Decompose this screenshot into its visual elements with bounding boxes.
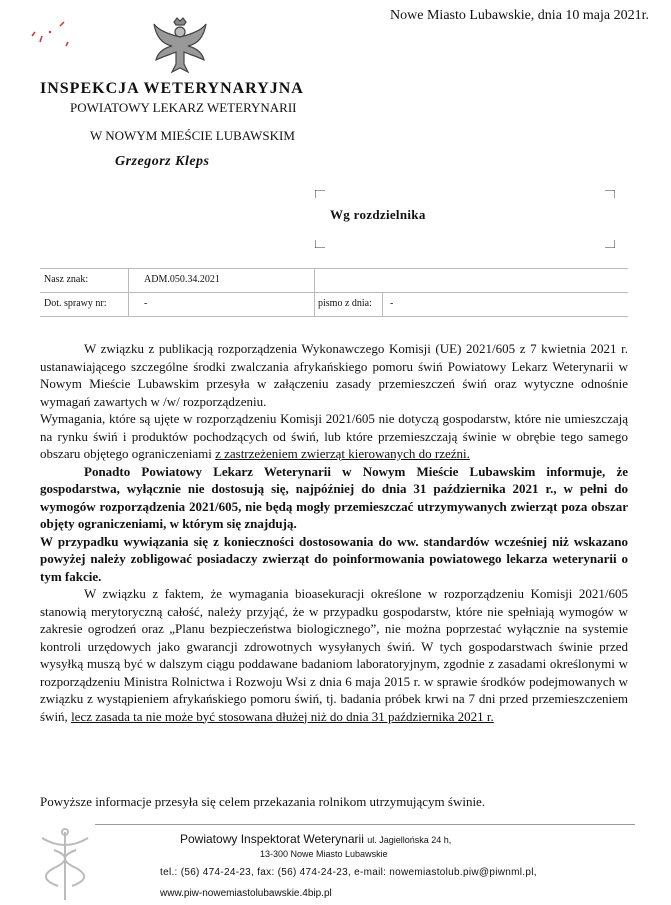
case-label: Dot. sprawy nr: bbox=[44, 298, 107, 309]
footer-office bbox=[180, 832, 451, 846]
paragraph-5-text: W związku z faktem, że wymagania bioasekuracji określone w rozporządzeniu Komisji 2021/605 stanowią merytoryczną całość, należy przyjąć, że w przypadku gospodarstw, które nie spełniają wymogów w zakresie ogrodzeń oraz „Planu bezpieczeństwa biologicznego”, nie można poprzestać wyłącznie na systemie kontroli urzędowych jako gwarancji zdrowotnych wysyłanych świń. W tych gospodarstwach świnie przed wysyłką muszą być w dalszym ciągu poddawane badaniom laboratoryjnym, zgodnie z zasadami określonymi w rozporządzeniu Ministra Rolnictwa i Rozwoju Wsi z dnia 6 maja 2015 r. w sprawie środków podejmowanych w związku z wystąpieniem afrykańskiego pomoru świń, tj. badania próbek krwi na 7 dni przed przemieszczeniem świń, bbox=[40, 586, 628, 724]
polish-eagle-icon bbox=[150, 16, 210, 78]
official-name: Grzegorz Kleps bbox=[115, 154, 210, 169]
footer-contacts: tel.: (56) 474-24-23, fax: (56) 474-24-23, e-mail: nowemiastolub.piw@piwnml.pl, bbox=[160, 867, 537, 878]
footer-divider bbox=[95, 824, 635, 825]
closing-sentence: Powyższe informacje przesyła się celem przekazania rolnikom utrzymującym świnie. bbox=[40, 794, 486, 809]
paragraph-5-underlined: lecz zasada ta nie może być stosowana dłużej niż do dnia 31 października 2021 r. bbox=[71, 708, 494, 724]
footer-city: 13-300 Nowe Miasto Lubawskie bbox=[260, 849, 388, 859]
document-date: Nowe Miasto Lubawskie, dnia 10 maja 2021r. bbox=[390, 8, 649, 23]
case-value: - bbox=[144, 298, 148, 309]
paragraph-1: W związku z publikacją rozporządzenia Wykonawczego Komisji (UE) 2021/605 z 7 kwietnia 2021 r. ustanawiającego szczególne środki zwalczania afrykańskiego pomoru świń Powiatowy Lekarz Weterynarii w Nowym Mieście Lubawskim przesyła w załączeniu zasady przemieszczeń świń oraz wytyczne odnośnie wymagań zawartych w /w/ rozporządzeniu. bbox=[40, 341, 628, 409]
footer-office-name: Powiatowy Inspektorat Weterynarii bbox=[180, 832, 364, 846]
paragraph-2 bbox=[40, 410, 628, 463]
institution-subtitle: POWIATOWY LEKARZ WETERYNARII bbox=[70, 100, 297, 115]
stamp-marks bbox=[20, 12, 90, 52]
letter-body bbox=[40, 340, 628, 725]
paragraph-4: W przypadku wywiązania się z konieczności dostosowania do ww. standardów wcześniej niż wskazano powyżej należy zobligować posiadaczy zwierząt do poinformowania powiatowego lekarza weterynarii o tym fakcie. bbox=[40, 533, 628, 584]
paragraph-5 bbox=[40, 585, 628, 725]
reference-row-case bbox=[40, 293, 628, 317]
paragraph-2-text: Wymagania, które są ujęte w rozporządzeniu Komisji 2021/605 nie dotyczą gospodarstw, które nie umieszczają na rynku świń i produktów pochodzących od świń, lub które przemieszczają świnie w obrębie tego samego obszaru objętego ograniczeniami bbox=[40, 411, 628, 461]
institution-location: W NOWYM MIEŚCIE LUBAWSKIM bbox=[90, 128, 295, 143]
letter-date-value: - bbox=[390, 298, 394, 309]
our-ref-label: Nasz znak: bbox=[44, 274, 89, 285]
our-ref-value: ADM.050.34.2021 bbox=[144, 274, 220, 285]
institution-name: INSPEKCJA WETERYNARYJNA bbox=[40, 80, 304, 97]
letter-date-label: pismo z dnia: bbox=[318, 298, 372, 309]
addressee: Wg rozdzielnika bbox=[330, 207, 426, 222]
caduceus-icon bbox=[28, 826, 103, 904]
footer-street: ul. Jagiellońska 24 h, bbox=[367, 835, 452, 845]
paragraph-2-underlined: z zastrzeżeniem zwierząt kierowanych do rzeźni. bbox=[215, 446, 470, 461]
reference-table bbox=[40, 268, 628, 317]
footer-website: www.piw-nowemiastolubawskie.4bip.pl bbox=[160, 888, 332, 899]
paragraph-3: Ponadto Powiatowy Lekarz Weterynarii w Nowym Mieście Lubawskim informuje, że gospodarstwa, wyłącznie nie dostosują się, najpóźniej do dnia 31 października 2021 r., w pełni do wymogów rozporządzenia 2021/605, nie będą mogły przemieszczać utrzymywanych zwierząt poza obszar objęty ograniczeniami, w którym się znajdują. bbox=[40, 463, 628, 531]
reference-row-our-ref bbox=[40, 268, 628, 293]
